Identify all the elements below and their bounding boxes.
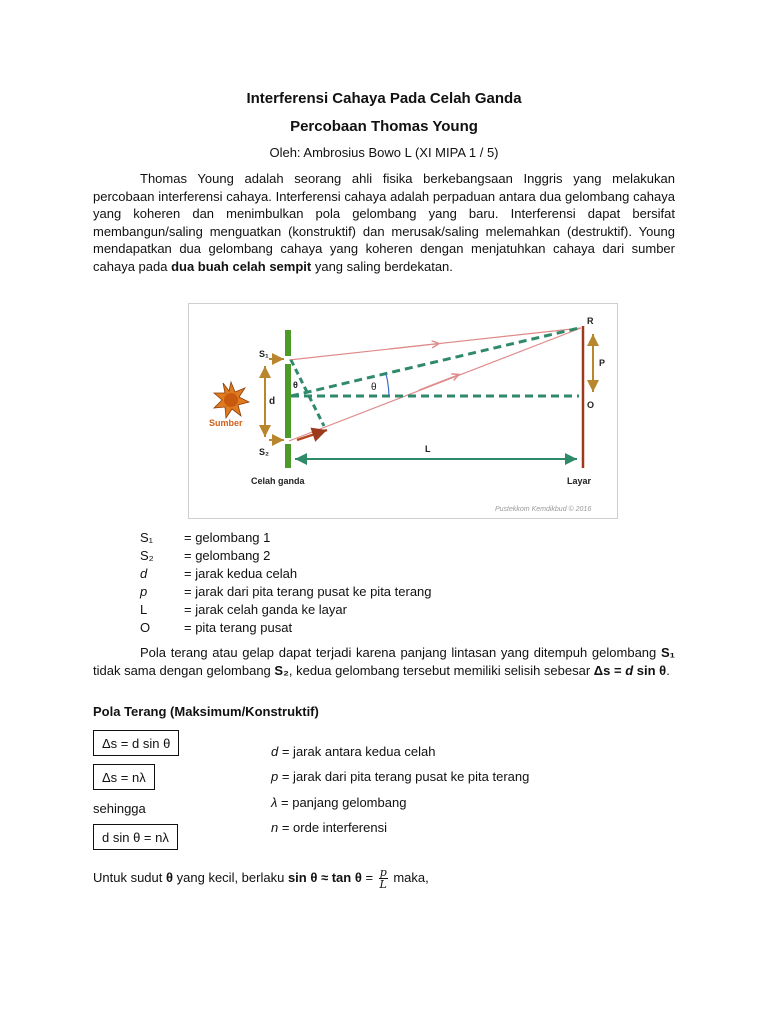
legend-symbol: S₁ <box>140 530 154 545</box>
small-angle-line <box>93 864 429 892</box>
definition-text: = orde interferensi <box>278 819 387 835</box>
intro-text-1: Thomas Young adalah seorang ahli fisika berkebangsaan Inggris yang melakukan percobaan interferensi cahaya. Interferensi cahaya adalah perpaduan antara dua gelombang cahaya yang koheren dan menimbulkan pola gelombang yang baru. Interferensi dapat bersifat membangun/saling menguatkan (konstruktif) dan merusak/saling melemahkan (destruktif). Young mendapatkan dua gelombang cahaya yang koheren dengan menjatuhkan cahaya dari sumber cahaya pada <box>93 171 675 274</box>
label-celah-ganda: Celah ganda <box>251 476 305 486</box>
ray-s2 <box>289 328 581 441</box>
legend-definition: = jarak kedua celah <box>184 566 298 581</box>
definition-text: = jarak dari pita terang pusat ke pita terang <box>278 769 530 785</box>
legend-row <box>140 601 432 619</box>
document-title: Interferensi Cahaya Pada Celah Ganda <box>246 90 522 107</box>
label-s2: S₂ <box>259 447 270 457</box>
para2-bold: d <box>625 662 634 678</box>
slit-middle <box>285 364 291 438</box>
line-bold: θ <box>166 870 174 885</box>
legend-row <box>140 583 432 601</box>
definition-item <box>271 819 529 844</box>
definition-text: = jarak antara kedua celah <box>278 744 436 759</box>
definition-item <box>271 768 529 793</box>
symbol-legend <box>140 529 432 637</box>
legend-symbol: L <box>140 602 148 617</box>
legend-symbol: O <box>140 620 151 635</box>
label-layar: Layar <box>567 476 592 486</box>
definition-list <box>271 743 529 844</box>
legend-row <box>140 529 432 547</box>
double-slit-diagram <box>189 304 617 518</box>
intro-text-2: yang saling berdekatan. <box>311 258 453 274</box>
author-line: Oleh: Ambrosius Bowo L (XI MIPA 1 / 5) <box>269 145 499 160</box>
document-subtitle: Percobaan Thomas Young <box>290 118 478 135</box>
formula-box-3: d sin θ = nλ <box>93 824 178 850</box>
intro-bold-text: dua buah celah sempit <box>171 258 312 274</box>
definition-symbol: λ <box>271 794 278 810</box>
para2-bold: Δs = <box>593 662 626 678</box>
legend-definition: = pita terang pusat <box>184 620 293 635</box>
legend-row <box>140 547 432 565</box>
fraction-denominator: L <box>379 878 387 892</box>
young-experiment-figure <box>188 303 618 519</box>
legend-row <box>140 565 432 583</box>
fraction-numerator: p <box>379 866 387 880</box>
para2-text: . <box>666 662 670 678</box>
legend-symbol: S₂ <box>140 548 154 563</box>
slit-bottom <box>285 444 291 468</box>
theta-arc <box>386 374 389 396</box>
line-text: yang kecil, berlaku <box>173 870 288 885</box>
label-theta-left: θ <box>293 380 298 390</box>
formula-box-2: Δs = nλ <box>93 764 155 790</box>
legend-definition: = gelombang 2 <box>184 548 271 563</box>
legend-symbol: d <box>140 566 148 581</box>
label-sumber: Sumber <box>209 418 243 428</box>
line-text: Untuk sudut <box>93 870 166 885</box>
definition-symbol: d <box>271 744 279 759</box>
definition-text: = panjang gelombang <box>277 794 407 810</box>
label-o: O <box>587 400 595 410</box>
formula-box-1: Δs = d sin θ <box>93 730 179 756</box>
para2-text: , kedua gelombang tersebut memiliki selisih sebesar <box>288 662 594 678</box>
definition-item <box>271 794 529 819</box>
label-d: d <box>269 396 276 407</box>
label-theta-mid: θ <box>371 382 377 393</box>
definition-symbol: n <box>271 819 279 835</box>
p-over-l-fraction <box>379 867 388 890</box>
line-text: = <box>361 870 377 885</box>
para2-bold: sin θ <box>633 662 667 678</box>
para2-bold: S₂ <box>274 662 289 678</box>
line-text: maka, <box>389 870 429 885</box>
path-difference-paragraph <box>93 644 675 679</box>
label-r: R <box>587 316 594 326</box>
legend-row <box>140 619 432 637</box>
line-bold: sin θ ≈ tan θ <box>287 870 362 885</box>
section-heading: Pola Terang (Maksimum/Konstruktif) <box>93 704 319 719</box>
legend-definition: = jarak dari pita terang pusat ke pita terang <box>184 584 432 599</box>
para2-text: Pola terang atau gelap dapat terjadi karena panjang lintasan yang ditempuh gelombang <box>140 645 661 660</box>
definition-symbol: p <box>271 769 279 785</box>
dashed-path-center <box>291 328 579 396</box>
sehingga-text: sehingga <box>93 801 146 816</box>
slit-top <box>285 330 291 356</box>
legend-definition: = gelombang 1 <box>184 530 271 545</box>
figure-credit: Pustekkom Kemdikbud © 2016 <box>495 506 592 513</box>
intro-paragraph <box>93 170 675 276</box>
label-l: L <box>425 444 431 454</box>
sun-source-icon <box>214 382 249 418</box>
label-s1: S₁ <box>259 349 269 359</box>
para2-bold: S₁ <box>660 645 675 660</box>
legend-symbol: p <box>140 584 148 599</box>
legend-definition: = jarak celah ganda ke layar <box>184 602 347 617</box>
para2-text: tidak sama dengan gelombang <box>93 662 275 678</box>
definition-item <box>271 743 529 768</box>
label-p: P <box>599 358 606 368</box>
